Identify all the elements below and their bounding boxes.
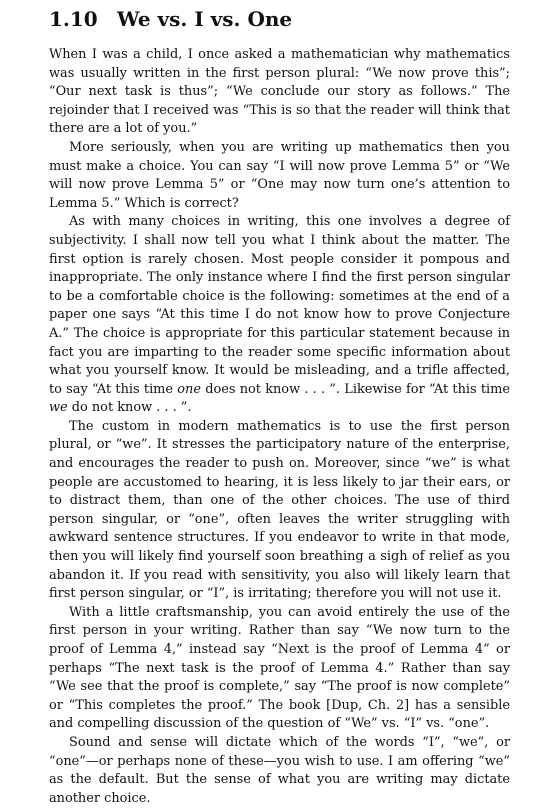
paragraph-text: When I was a child, I once asked a mathematician why mathematics was usually written in the first person plural: “We now prove this”; “Our next task is thus”; “We conclude our story as follows.” The rejoinder that I received was “This is so that the reader will think that there are a lot of you.”: [49, 47, 510, 137]
paragraph-text: Sound and sense will dictate which of the words “I”, “we”, or “one”—or perhaps none of these—you wish to use. I am offering “we” as the default. But the sense of what you are writing may dictate another choice.: [49, 734, 510, 806]
paragraph-text: More seriously, when you are writing up mathematics then you must make a choice. You can say “I will now prove Lemma 5” or “We will now prove Lemma 5” or “One may now turn one’s attention to Lemma 5.” Which is correct?: [49, 139, 510, 211]
paragraph-text: As with many choices in writing, this one involves a degree of subjectivity. I shall now tell you what I think about the matter. The first option is rarely chosen. Most people consider it pompous and inappropriate. The only instance where I find the first person singular to be a comfortable choice is the following: sometimes at the end of a paper one says “At this time I do not know how to prove Conjecture A.” The choice is appropriate for this particular statement because in fact you are imparting to the reader some specific information about what you yourself know. It would be misleading, and a trifle affected, to say “At this time: [49, 214, 510, 397]
paragraph: [49, 734, 510, 808]
paragraph: [49, 213, 510, 418]
paragraph: [49, 604, 510, 734]
section-number: 1.10: [49, 7, 98, 31]
paragraph: [49, 418, 510, 604]
paragraph: [49, 139, 510, 213]
paragraph-text: do not know . . . ”.: [67, 400, 192, 416]
section-title: We vs. I vs. One: [117, 7, 293, 31]
paragraph: [49, 46, 510, 139]
paragraph-text: does not know . . . ”. Likewise for “At this time: [200, 381, 511, 397]
section-heading: [49, 6, 510, 32]
paragraph-text: With a little craftsmanship, you can avoid entirely the use of the first person in your writing. Rather than say “We now turn to the proof of Lemma 4,” instead say “Next is the proof of Lemma 4” or perhaps “The next task is the proof of Lemma 4.” Rather than say “We see that the proof is complete,” say “The proof is now complete” or “This completes the proof.” The book [Dup, Ch. 2] has a sensible and compelling discussion of the question of “We” vs. “I” vs. “one”.: [49, 604, 510, 732]
emphasis-we: we: [49, 400, 68, 416]
emphasis-one: one: [177, 381, 201, 397]
paragraph-text: The custom in modern mathematics is to use the first person plural, or “we”. It stresses the participatory nature of the enterprise, and encourages the reader to push on. Moreover, since “we” is what people are accustomed to hearing, it is less likely to jar their ears, or to distract them, than one of the other choices. The use of third person singular, or “one”, often leaves the writer struggling with awkward sentence structures. If you endeavor to write in that mode, then you will likely find yourself soon breathing a sigh of relief as you abandon it. If you read with sensitivity, you also will likely learn that first person singular, or “I”, is irritating; therefore you will not use it.: [49, 418, 510, 602]
